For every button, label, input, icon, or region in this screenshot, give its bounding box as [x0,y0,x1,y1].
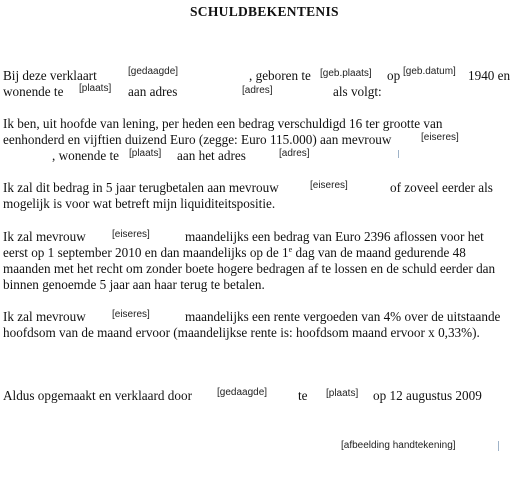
placeholder-plaats-3: [plaats] [326,388,359,399]
text-of-zoveel-eerder: of zoveel eerder als [390,180,493,195]
scan-mark [398,150,399,158]
text-dag-van-de-maand: dag van de maand gedurende 48 [295,245,466,260]
text-datum-ondertekening: op 12 augustus 2009 [373,388,482,403]
placeholder-geb-datum: [geb.datum] [403,66,456,77]
text-ik-zal-mevrouw: Ik zal mevrouw [3,229,86,244]
document-title: SCHULDBEKENTENIS [190,4,339,19]
text-rente-vergoeden: maandelijks een rente vergoeden van 4% over de uitstaande [185,309,501,324]
text-liquiditeitspositie: mogelijk is voor wat betreft mijn liquiditeitspositie. [3,196,276,211]
placeholder-eiseres-4: [eiseres] [112,309,150,320]
text-op: op [387,68,401,83]
text-geboren-te: , geboren te [249,68,311,83]
text-lening-line-1: Ik ben, uit hoofde van lening, per heden een bedrag verschuldigd 16 ter grootte van [3,116,443,131]
placeholder-geb-plaats: [geb.plaats] [320,68,372,79]
placeholder-gedaagde: [gedaagde] [128,66,179,77]
text-superscript-e: e [288,245,293,254]
placeholder-gedaagde-2: [gedaagde] [217,387,268,398]
text-als-volgt: als volgt: [333,84,382,99]
text-wonende-te-2: , wonende te [52,148,120,163]
text-bij-deze-verklaart: Bij deze verklaart [3,68,97,83]
text-aldus-opgemaakt: Aldus opgemaakt en verklaard door [3,388,192,403]
placeholder-eiseres-2: [eiseres] [310,180,348,191]
text-terug-te-betalen: binnen genoemde 5 jaar aan haar terug te betalen. [3,277,265,292]
placeholder-adres: [adres] [242,85,273,96]
placeholder-adres-2: [adres] [279,148,310,159]
placeholder-eiseres-3: [eiseres] [112,229,150,240]
text-aan-het-adres: aan het adres [177,148,246,163]
text-eerst-op [3,245,466,260]
placeholder-plaats-2: [plaats] [129,148,162,159]
text-aflossen: maandelijks een bedrag van Euro 2396 aflossen voor het [185,229,484,244]
text-hoofdsom: hoofdsom van de maand ervoor (maandelijkse rente is: hoofdsom maand ervoor x 0,33%). [3,325,480,340]
placeholder-eiseres-1: [eiseres] [421,132,459,143]
text-ik-zal-mevrouw-2: Ik zal mevrouw [3,309,86,324]
text-te: te [298,388,308,403]
text-maanden-met-recht: maanden met het recht om zonder boete hogere bedragen af te lossen en de schuld eerder dan [3,261,496,276]
text-eerst-op-main: eerst op 1 september 2010 en dan maandelijks op de 1 [3,245,289,260]
placeholder-plaats: [plaats] [79,83,112,94]
scan-mark [498,441,499,451]
text-aan-adres: aan adres [128,84,178,99]
text-1940-en: 1940 en [468,68,511,83]
text-lening-line-2: eenhonderd en vijftien duizend Euro (zegge: Euro 115.000) aan mevrouw [3,132,392,147]
text-wonende-te: wonende te [3,84,64,99]
text-terugbetalen: Ik zal dit bedrag in 5 jaar terugbetalen aan mevrouw [3,180,279,195]
placeholder-handtekening: [afbeelding handtekening] [341,440,456,451]
